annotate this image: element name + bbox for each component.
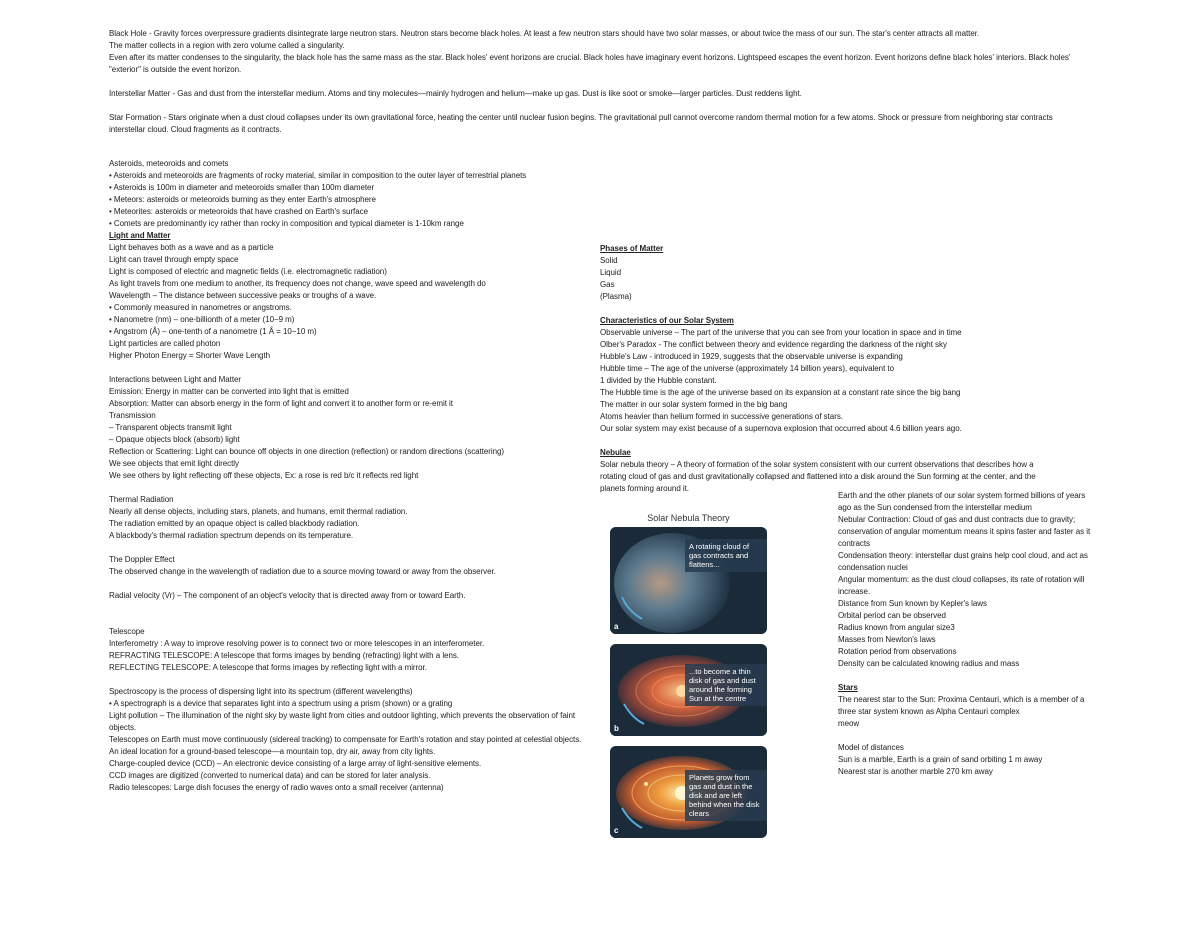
solar-line: Our solar system may exist because of a supernova explosion that occurred about 4.6 billion years ago. [600, 424, 962, 433]
interactions-heading: Interactions between Light and Matter [109, 375, 242, 384]
right-column [838, 490, 1093, 778]
spectro-line: An ideal location for a ground-based telescope—a mountain top, dry air, away from city lights. [109, 747, 436, 756]
thermal-line: Nearly all dense objects, including stars, planets, and humans, emit thermal radiation. [109, 507, 408, 516]
doppler-line: The observed change in the wavelength of radiation due to a source moving toward or away from the observer. [109, 567, 496, 576]
solar-system-heading: Characteristics of our Solar System [600, 316, 734, 325]
solar-line: Hubble's Law - introduced in 1929, suggests that the observable universe is expanding [600, 352, 903, 361]
panel-caption: Planets grow from gas and dust in the disk and are left behind when the disk clears [685, 770, 767, 821]
spectro-line: Spectroscopy is the process of dispersing light into its spectrum (different wavelengths) [109, 687, 413, 696]
phase-item: (Plasma) [600, 292, 632, 301]
spectro-line: Telescopes on Earth must move continuously (sidereal tracking) to compensate for Earth's rotation and stay pointed at celestial objects. [109, 735, 582, 744]
solar-line: 1 divided by the Hubble constant. [600, 376, 717, 385]
nebula-panel-b [610, 644, 767, 736]
spectro-line: CCD images are digitized (converted to numerical data) and can be stored for later analysis. [109, 771, 431, 780]
spectro-line: • A spectrograph is a device that separates light into a spectrum using a prism (shown) or a grating [109, 699, 453, 708]
figure-title: Solar Nebula Theory [647, 513, 730, 523]
light-line: Wavelength – The distance between successive peaks or troughs of a wave. [109, 291, 377, 300]
thermal-heading: Thermal Radiation [109, 495, 174, 504]
light-line: • Angstrom (Å) – one-tenth of a nanometre (1 Å = 10−10 m) [109, 327, 317, 336]
interactions-line: Transmission [109, 411, 156, 420]
model-heading: Model of distances [838, 743, 904, 752]
telescope-line: REFRACTING TELESCOPE: A telescope that forms images by bending (refracting) light with a lens. [109, 651, 459, 660]
model-line: Sun is a marble, Earth is a grain of sand orbiting 1 m away [838, 755, 1043, 764]
asteroids-heading: Asteroids, meteoroids and comets [109, 159, 229, 168]
solar-line: The Hubble time is the age of the universe based on its expansion at a constant rate since the big bang [600, 388, 961, 397]
top-section [109, 28, 1089, 136]
telescope-heading: Telescope [109, 627, 145, 636]
middle-column [600, 243, 1040, 495]
light-matter-heading: Light and Matter [109, 231, 171, 240]
black-hole-text: Black Hole - Gravity forces overpressure gradients disintegrate large neutron stars. Neutron stars become black holes. At least a few neutron stars should have two solar masses, or about twice the mass of our sun. The star's center attracts all matter. [109, 29, 980, 38]
light-line: • Nanometre (nm) – one-billionth of a meter (10−9 m) [109, 315, 295, 324]
right-line: Masses from Newton's laws [838, 635, 936, 644]
singularity-text: The matter collects in a region with zero volume called a singularity. [109, 41, 345, 50]
spectro-line: Radio telescopes: Large dish focuses the energy of radio waves onto a small receiver (antenna) [109, 783, 444, 792]
panel-label: a [614, 622, 619, 631]
light-line: Light particles are called photon [109, 339, 221, 348]
interactions-line: Absorption: Matter can absorb energy in the form of light and convert it to another form or re-emit it [109, 399, 453, 408]
radial-velocity-line: Radial velocity (Vr) – The component of an object's velocity that is directed away from or toward Earth. [109, 591, 466, 600]
interactions-line: We see others by light reflecting off these objects, Ex: a rose is red b/c it reflects red light [109, 471, 419, 480]
interactions-line: Emission: Energy in matter can be converted into light that is emitted [109, 387, 349, 396]
interactions-line: We see objects that emit light directly [109, 459, 239, 468]
panel-label: b [614, 724, 619, 733]
phases-heading: Phases of Matter [600, 244, 664, 253]
thermal-line: A blackbody's thermal radiation spectrum depends on its temperature. [109, 531, 354, 540]
light-line: Light is composed of electric and magnetic fields (i.e. electromagnetic radiation) [109, 267, 387, 276]
asteroids-line: • Asteroids and meteoroids are fragments of rocky material, similar in composition to the outer layer of terrestrial planets [109, 171, 527, 180]
model-line: Nearest star is another marble 270 km away [838, 767, 993, 776]
right-line: Density can be calculated knowing radius and mass [838, 659, 1020, 668]
right-line: Angular momentum: as the dust cloud collapses, its rate of rotation will increase. [838, 575, 1085, 596]
solar-line: Atoms heavier than helium formed in successive generations of stars. [600, 412, 843, 421]
nebulae-heading: Nebulae [600, 448, 631, 457]
light-line: Higher Photon Energy = Shorter Wave Length [109, 351, 271, 360]
phase-item: Solid [600, 256, 618, 265]
right-line: Orbital period can be observed [838, 611, 946, 620]
right-line: Nebular Contraction: Cloud of gas and dust contracts due to gravity; conservation of angular momentum means it spins faster and faster as it contracts [838, 515, 1091, 548]
spectro-line: Light pollution – The illumination of the night sky by waste light from cities and outdoor lighting, which prevents the observation of faint objects. [109, 711, 576, 732]
solar-line: Olber's Paradox - The conflict between theory and evidence regarding the darkness of the night sky [600, 340, 947, 349]
right-line: Rotation period from observations [838, 647, 957, 656]
nebula-panel-c [610, 746, 767, 838]
phase-item: Gas [600, 280, 615, 289]
panel-caption: ...to become a thin disk of gas and dust around the forming Sun at the centre [685, 664, 767, 706]
event-horizon-text: Even after its matter condenses to the singularity, the black hole has the same mass as the star. Black holes' event horizons are crucial. Black holes have imaginary event horizons. Lightspeed escapes the event horizon. Event horizons define black holes' interiors. Black holes' "exterior" is outside the event horizon. [109, 53, 1071, 74]
left-column [109, 158, 589, 794]
solar-line: Observable universe – The part of the universe that you can see from your location in space and in time [600, 328, 962, 337]
doppler-heading: The Doppler Effect [109, 555, 175, 564]
right-line: Distance from Sun known by Kepler's laws [838, 599, 987, 608]
right-line: Earth and the other planets of our solar system formed billions of years ago as the Sun condensed from the interstellar medium [838, 491, 1086, 512]
light-line: • Commonly measured in nanometres or angstroms. [109, 303, 292, 312]
nebula-panel-a [610, 527, 767, 634]
asteroids-line: • Asteroids is 100m in diameter and meteoroids smaller than 100m diameter [109, 183, 375, 192]
interactions-line: – Opaque objects block (absorb) light [109, 435, 240, 444]
phase-item: Liquid [600, 268, 622, 277]
spectro-line: Charge-coupled device (CCD) – An electronic device consisting of a large array of light-sensitive elements. [109, 759, 482, 768]
panel-label: c [614, 826, 619, 835]
solar-line: Hubble time – The age of the universe (approximately 14 billion years), equivalent to [600, 364, 894, 373]
telescope-line: Interferometry : A way to improve resolving power is to connect two or more telescopes in an interferometer. [109, 639, 485, 648]
light-line: As light travels from one medium to another, its frequency does not change, wave speed and wavelength do [109, 279, 486, 288]
interstellar-text: Interstellar Matter - Gas and dust from the interstellar medium. Atoms and tiny molecules—mainly hydrogen and helium—make up gas. Dust is like soot or smoke—larger particles. Dust reddens light. [109, 89, 802, 98]
nebulae-text: Solar nebula theory – A theory of formation of the solar system consistent with our current observations that describes how a rotating cloud of gas and dust gravitationally collapsed and flattened into a disk around the Sun forming at the center, and the planets forming around it. [600, 460, 1036, 493]
interactions-line: – Transparent objects transmit light [109, 423, 232, 432]
thermal-line: The radiation emitted by an opaque object is called blackbody radiation. [109, 519, 360, 528]
right-line: Condensation theory: interstellar dust grains help cool cloud, and act as condensation nuclei [838, 551, 1088, 572]
light-line: Light can travel through empty space [109, 255, 239, 264]
light-line: Light behaves both as a wave and as a particle [109, 243, 274, 252]
interactions-line: Reflection or Scattering: Light can bounce off objects in one direction (reflection) or random directions (scattering) [109, 447, 505, 456]
stars-line: The nearest star to the Sun: Proxima Centauri, which is a member of a three star system known as Alpha Centauri complex [838, 695, 1085, 716]
panel-caption: A rotating cloud of gas contracts and flattens... [685, 539, 767, 572]
solar-line: The matter in our solar system formed in the big bang [600, 400, 788, 409]
telescope-line: REFLECTING TELESCOPE: A telescope that forms images by reflecting light with a mirror. [109, 663, 427, 672]
stars-line: meow [838, 719, 860, 728]
stars-heading: Stars [838, 683, 858, 692]
asteroids-line: • Meteors: asteroids or meteoroids burning as they enter Earth's atmosphere [109, 195, 376, 204]
star-formation-text: Star Formation - Stars originate when a dust cloud collapses under its own gravitational force, heating the center until nuclear fusion begins. The gravitational pull cannot overcome random thermal motion for a few atoms. Shock or pressure from neighboring star contracts interstellar cloud. Cloud fragments as it contracts. [109, 113, 1053, 134]
right-line: Radius known from angular size3 [838, 623, 955, 632]
asteroids-line: • Meteorites: asteroids or meteoroids that have crashed on Earth's surface [109, 207, 368, 216]
asteroids-line: • Comets are predominantly icy rather than rocky in composition and typical diameter is 1-10km range [109, 219, 464, 228]
